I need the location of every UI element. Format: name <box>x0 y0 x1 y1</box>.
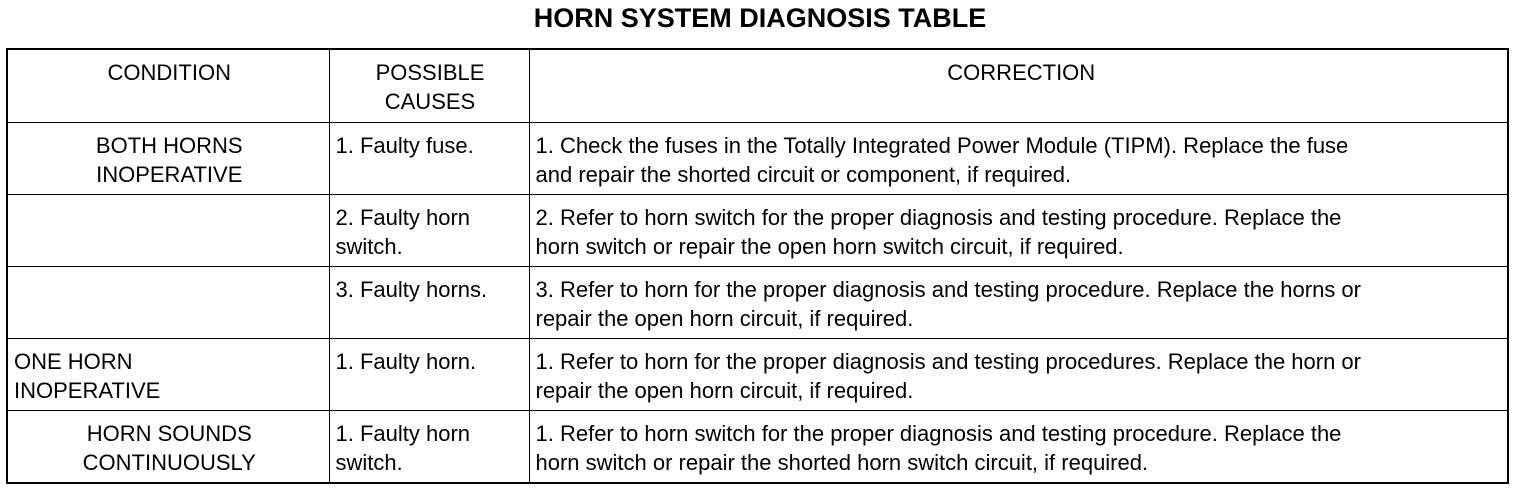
correction-line1: 1. Check the fuses in the Totally Integrated Power Module (TIPM). Replace the fuse <box>535 133 1349 158</box>
condition-line1: ONE HORN <box>14 349 133 374</box>
cause-cell <box>329 339 529 411</box>
correction-line2: repair the open horn circuit, if required. <box>535 378 914 403</box>
cause-line2: switch. <box>335 234 403 259</box>
cause-cell <box>329 195 529 267</box>
correction-line2: and repair the shorted circuit or component, if required. <box>535 162 1072 187</box>
condition-line2: INOPERATIVE <box>96 162 243 187</box>
cause-line1: 1. Faulty horn. <box>335 349 477 374</box>
condition-line1: BOTH HORNS <box>95 133 243 158</box>
correction-cell <box>529 267 1508 339</box>
table-row <box>7 195 1508 267</box>
correction-line1: 1. Refer to horn switch for the proper diagnosis and testing procedure. Replace the <box>535 421 1342 446</box>
condition-line2: INOPERATIVE <box>14 378 161 403</box>
correction-cell <box>529 339 1508 411</box>
header-condition-label: CONDITION <box>107 60 231 85</box>
cause-line1: 1. Faulty fuse. <box>335 133 474 158</box>
cause-line1: 1. Faulty horn <box>335 421 471 446</box>
cause-line2: switch. <box>335 450 403 475</box>
header-condition <box>7 49 329 123</box>
table-row <box>7 123 1508 195</box>
table-row <box>7 267 1508 339</box>
condition-cell <box>7 411 329 483</box>
correction-line2: horn switch or repair the open horn switch circuit, if required. <box>535 234 1124 259</box>
cause-cell <box>329 267 529 339</box>
header-causes-line2: CAUSES <box>384 89 476 114</box>
cause-line1: 2. Faulty horn <box>335 205 471 230</box>
correction-line2: horn switch or repair the shorted horn switch circuit, if required. <box>535 450 1149 475</box>
condition-line1: HORN SOUNDS <box>86 421 252 446</box>
correction-line2: repair the open horn circuit, if required. <box>535 306 914 331</box>
correction-line1: 1. Refer to horn for the proper diagnosis and testing procedures. Replace the horn or <box>535 349 1361 374</box>
correction-line1: 2. Refer to horn switch for the proper diagnosis and testing procedure. Replace the <box>535 205 1342 230</box>
header-causes-line1: POSSIBLE <box>375 60 485 85</box>
table-row <box>7 411 1508 483</box>
condition-line2: CONTINUOUSLY <box>82 450 256 475</box>
table-header-row <box>7 49 1508 123</box>
correction-cell <box>529 123 1508 195</box>
cause-line1: 3. Faulty horns. <box>335 277 488 302</box>
correction-cell <box>529 195 1508 267</box>
condition-cell <box>7 339 329 411</box>
page-title: HORN SYSTEM DIAGNOSIS TABLE <box>533 3 987 33</box>
correction-cell <box>529 411 1508 483</box>
cause-cell <box>329 411 529 483</box>
table-row <box>7 339 1508 411</box>
condition-cell <box>7 195 329 267</box>
header-correction-label: CORRECTION <box>947 60 1096 85</box>
header-possible-causes <box>329 49 529 123</box>
diagnosis-table <box>6 48 1509 484</box>
condition-cell <box>7 267 329 339</box>
cause-cell <box>329 123 529 195</box>
correction-line1: 3. Refer to horn for the proper diagnosis and testing procedure. Replace the horns or <box>535 277 1361 302</box>
condition-cell <box>7 123 329 195</box>
header-correction <box>529 49 1508 123</box>
